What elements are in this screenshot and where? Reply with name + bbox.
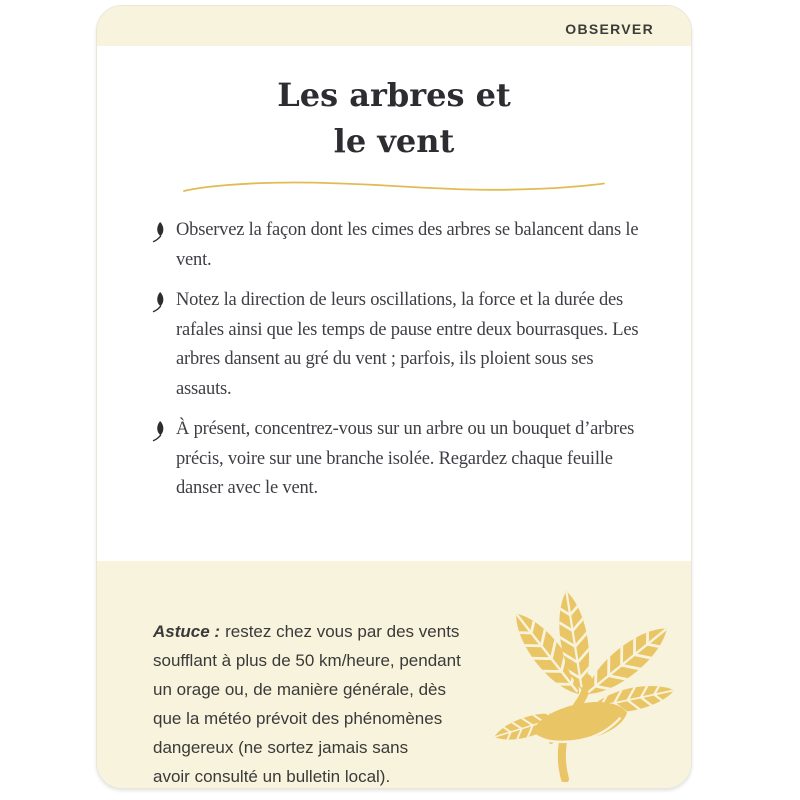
squiggle-divider-icon (180, 179, 608, 195)
tip-line: que la météo prévoit des phénomènes (153, 709, 443, 728)
tip-line: soufflant à plus de 50 km/heure, pendant (153, 651, 461, 670)
list-item (151, 286, 647, 404)
card-header (97, 6, 691, 46)
tip-line (153, 617, 461, 646)
list-item (151, 216, 647, 275)
leaf-icon (151, 286, 176, 319)
tip-block (153, 617, 461, 789)
leaf-icon (151, 415, 176, 448)
list-item (151, 415, 647, 504)
instruction-text: Notez la direction de leurs oscillations, la force et la durée des rafales ainsi que les temps de pause entre deux bourrasques. Les arbres dansent au gré du vent ; parfois, ils ploient sous ses assauts. (176, 290, 639, 399)
card-footer (97, 561, 691, 788)
category-label: OBSERVER (565, 21, 654, 37)
observation-card (96, 5, 692, 789)
card-body (97, 46, 691, 561)
page-title (97, 72, 691, 164)
instruction-list (97, 216, 691, 504)
leaf-icon (151, 216, 176, 249)
instruction-text: Observez la façon dont les cimes des arbres se balancent dans le vent. (176, 220, 639, 270)
lemon-branch-illustration (485, 582, 685, 782)
tip-text: restez chez vous par des vents (225, 622, 460, 641)
instruction-text: À présent, concentrez-vous sur un arbre ou un bouquet d’arbres précis, voire sur une branche isolée. Regardez chaque feuille danser avec le vent. (176, 419, 635, 498)
tip-line: un orage ou, de manière générale, dès (153, 680, 446, 699)
title-line-1: Les arbres et (277, 76, 511, 114)
tip-line: avoir consulté un bulletin local). (153, 767, 391, 786)
tip-line: dangereux (ne sortez jamais sans (153, 738, 409, 757)
title-line-2: le vent (333, 122, 455, 160)
tip-label: Astuce : (153, 622, 221, 641)
